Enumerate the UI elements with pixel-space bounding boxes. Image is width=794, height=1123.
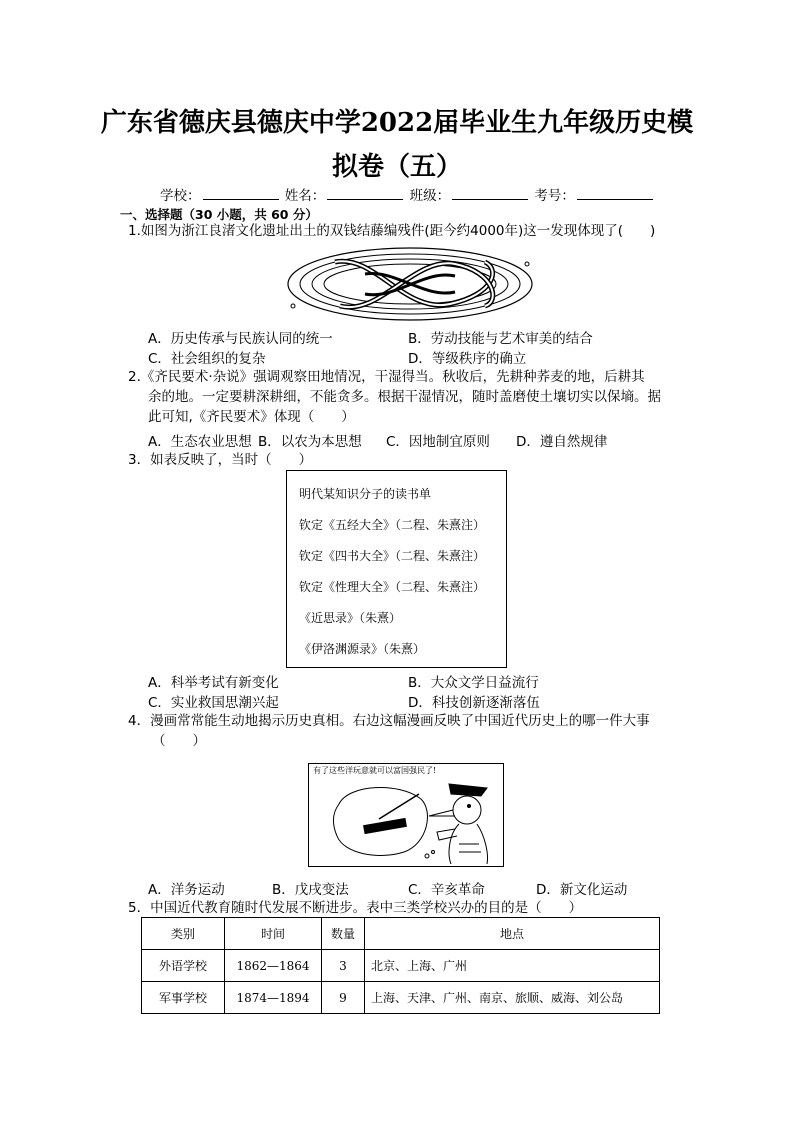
table-cell: 1862—1864 [225,950,322,982]
q1-option-a: A．历史传承与民族认同的统一 [148,331,333,347]
q1-option-b: B．劳动技能与艺术审美的结合 [408,331,593,347]
q3-option-c: C．实业救国思潮兴起 [148,695,279,711]
q4-option-d: D．新文化运动 [536,882,628,898]
q2-option-b: B．以农为本思想 [258,434,362,450]
student-info-line [160,184,655,204]
q4-option-b: B．戊戌变法 [272,882,349,898]
reading-list-item: 《近思录》（朱熹） [299,611,402,625]
class-blank [452,187,528,200]
school-blank [203,187,279,200]
reading-list-box [286,470,507,668]
table-cell: 外语学校 [142,950,225,982]
q3-option-a: A．科举考试有新变化 [148,675,279,691]
table-cell: 9 [322,982,365,1014]
school-label: 学校： [160,188,201,204]
q4-option-a: A．洋务运动 [148,882,225,898]
double-coin-knot-image [285,244,535,326]
number-label: 考号： [534,188,575,204]
reading-list-item: 钦定《五经大全》（二程、朱熹注） [299,518,486,532]
table-cell: 上海、天津、广州、南京、旅顺、威海、刘公岛 [365,982,660,1014]
table-row [142,982,660,1014]
q2-option-c: C．因地制宜原则 [386,434,490,450]
table-cell: 军事学校 [142,982,225,1014]
reading-list-item: 《伊洛渊源录》（朱熹） [299,642,426,656]
reading-list-item: 钦定《性理大全》（二程、朱熹注） [299,580,486,594]
q2-option-a: A．生态农业思想 [148,434,252,450]
q1-option-c: C．社会组织的复杂 [148,351,266,367]
schools-table [141,917,660,1014]
table-header-row [142,918,660,950]
qing-official-cartoon [309,774,503,864]
q1-option-d: D．等级秩序的确立 [408,351,527,367]
table-cell: 1874—1894 [225,982,322,1014]
q3-stem: 3．如表反映了，当时（ ） [128,452,313,468]
q4-line1: 4．漫画常常能生动地揭示历史真相。右边这幅漫画反映了中国近代历史上的哪一件大事 [128,713,650,729]
q2-line2: 余的地。一定要耕深耕细，不能贪多。根据干湿情况，随时盖磨使土壤切实以保墒。据 [148,389,661,405]
cartoon-caption: 有了这些洋玩意就可以富国强民了! [313,766,437,775]
class-label: 班级： [409,188,451,204]
q3-option-d: D．科技创新逐渐落伍 [408,695,540,711]
q4-option-c: C．辛亥革命 [408,882,485,898]
exam-title-line1: 广东省德庆县德庆中学2022届毕业生九年级历史模 [100,108,694,138]
reading-list-title: 明代某知识分子的读书单 [299,487,432,501]
q2-option-d: D．遵自然规律 [516,434,608,450]
table-row [142,950,660,982]
q4-line2: （ ） [152,733,206,749]
exam-title-line2: 拟卷（五） [331,152,462,182]
table-cell: 北京、上海、广州 [365,950,660,982]
table-header-cell: 地点 [365,918,660,950]
q5-stem: 5．中国近代教育随时代发展不断进步。表中三类学校兴办的目的是（ ） [128,900,583,916]
reading-list-item: 钦定《四书大全》（二程、朱熹注） [299,549,486,563]
table-header-cell: 时间 [225,918,322,950]
q2-line1: 2.《齐民要术·杂说》强调观察田地情况，干湿得当。秋收后，先耕种荞麦的地，后耕其 [128,369,645,385]
name-blank [327,187,403,200]
name-label: 姓名： [284,188,326,204]
q1-stem: 1.如图为浙江良渚文化遗址出土的双钱结藤编残件(距今约4000年)这一发现体现了( ) [128,223,656,239]
table-header-cell: 数量 [322,918,365,950]
table-cell: 3 [322,950,365,982]
q2-line3: 此可知,《齐民要术》体现（ ） [148,409,355,425]
table-header-cell: 类别 [142,918,225,950]
q3-option-b: B．大众文学日益流行 [408,675,539,691]
cartoon-box [308,763,504,867]
section-title: 一、选择题（30 小题，共 60 分） [120,207,318,222]
number-blank [577,187,653,200]
